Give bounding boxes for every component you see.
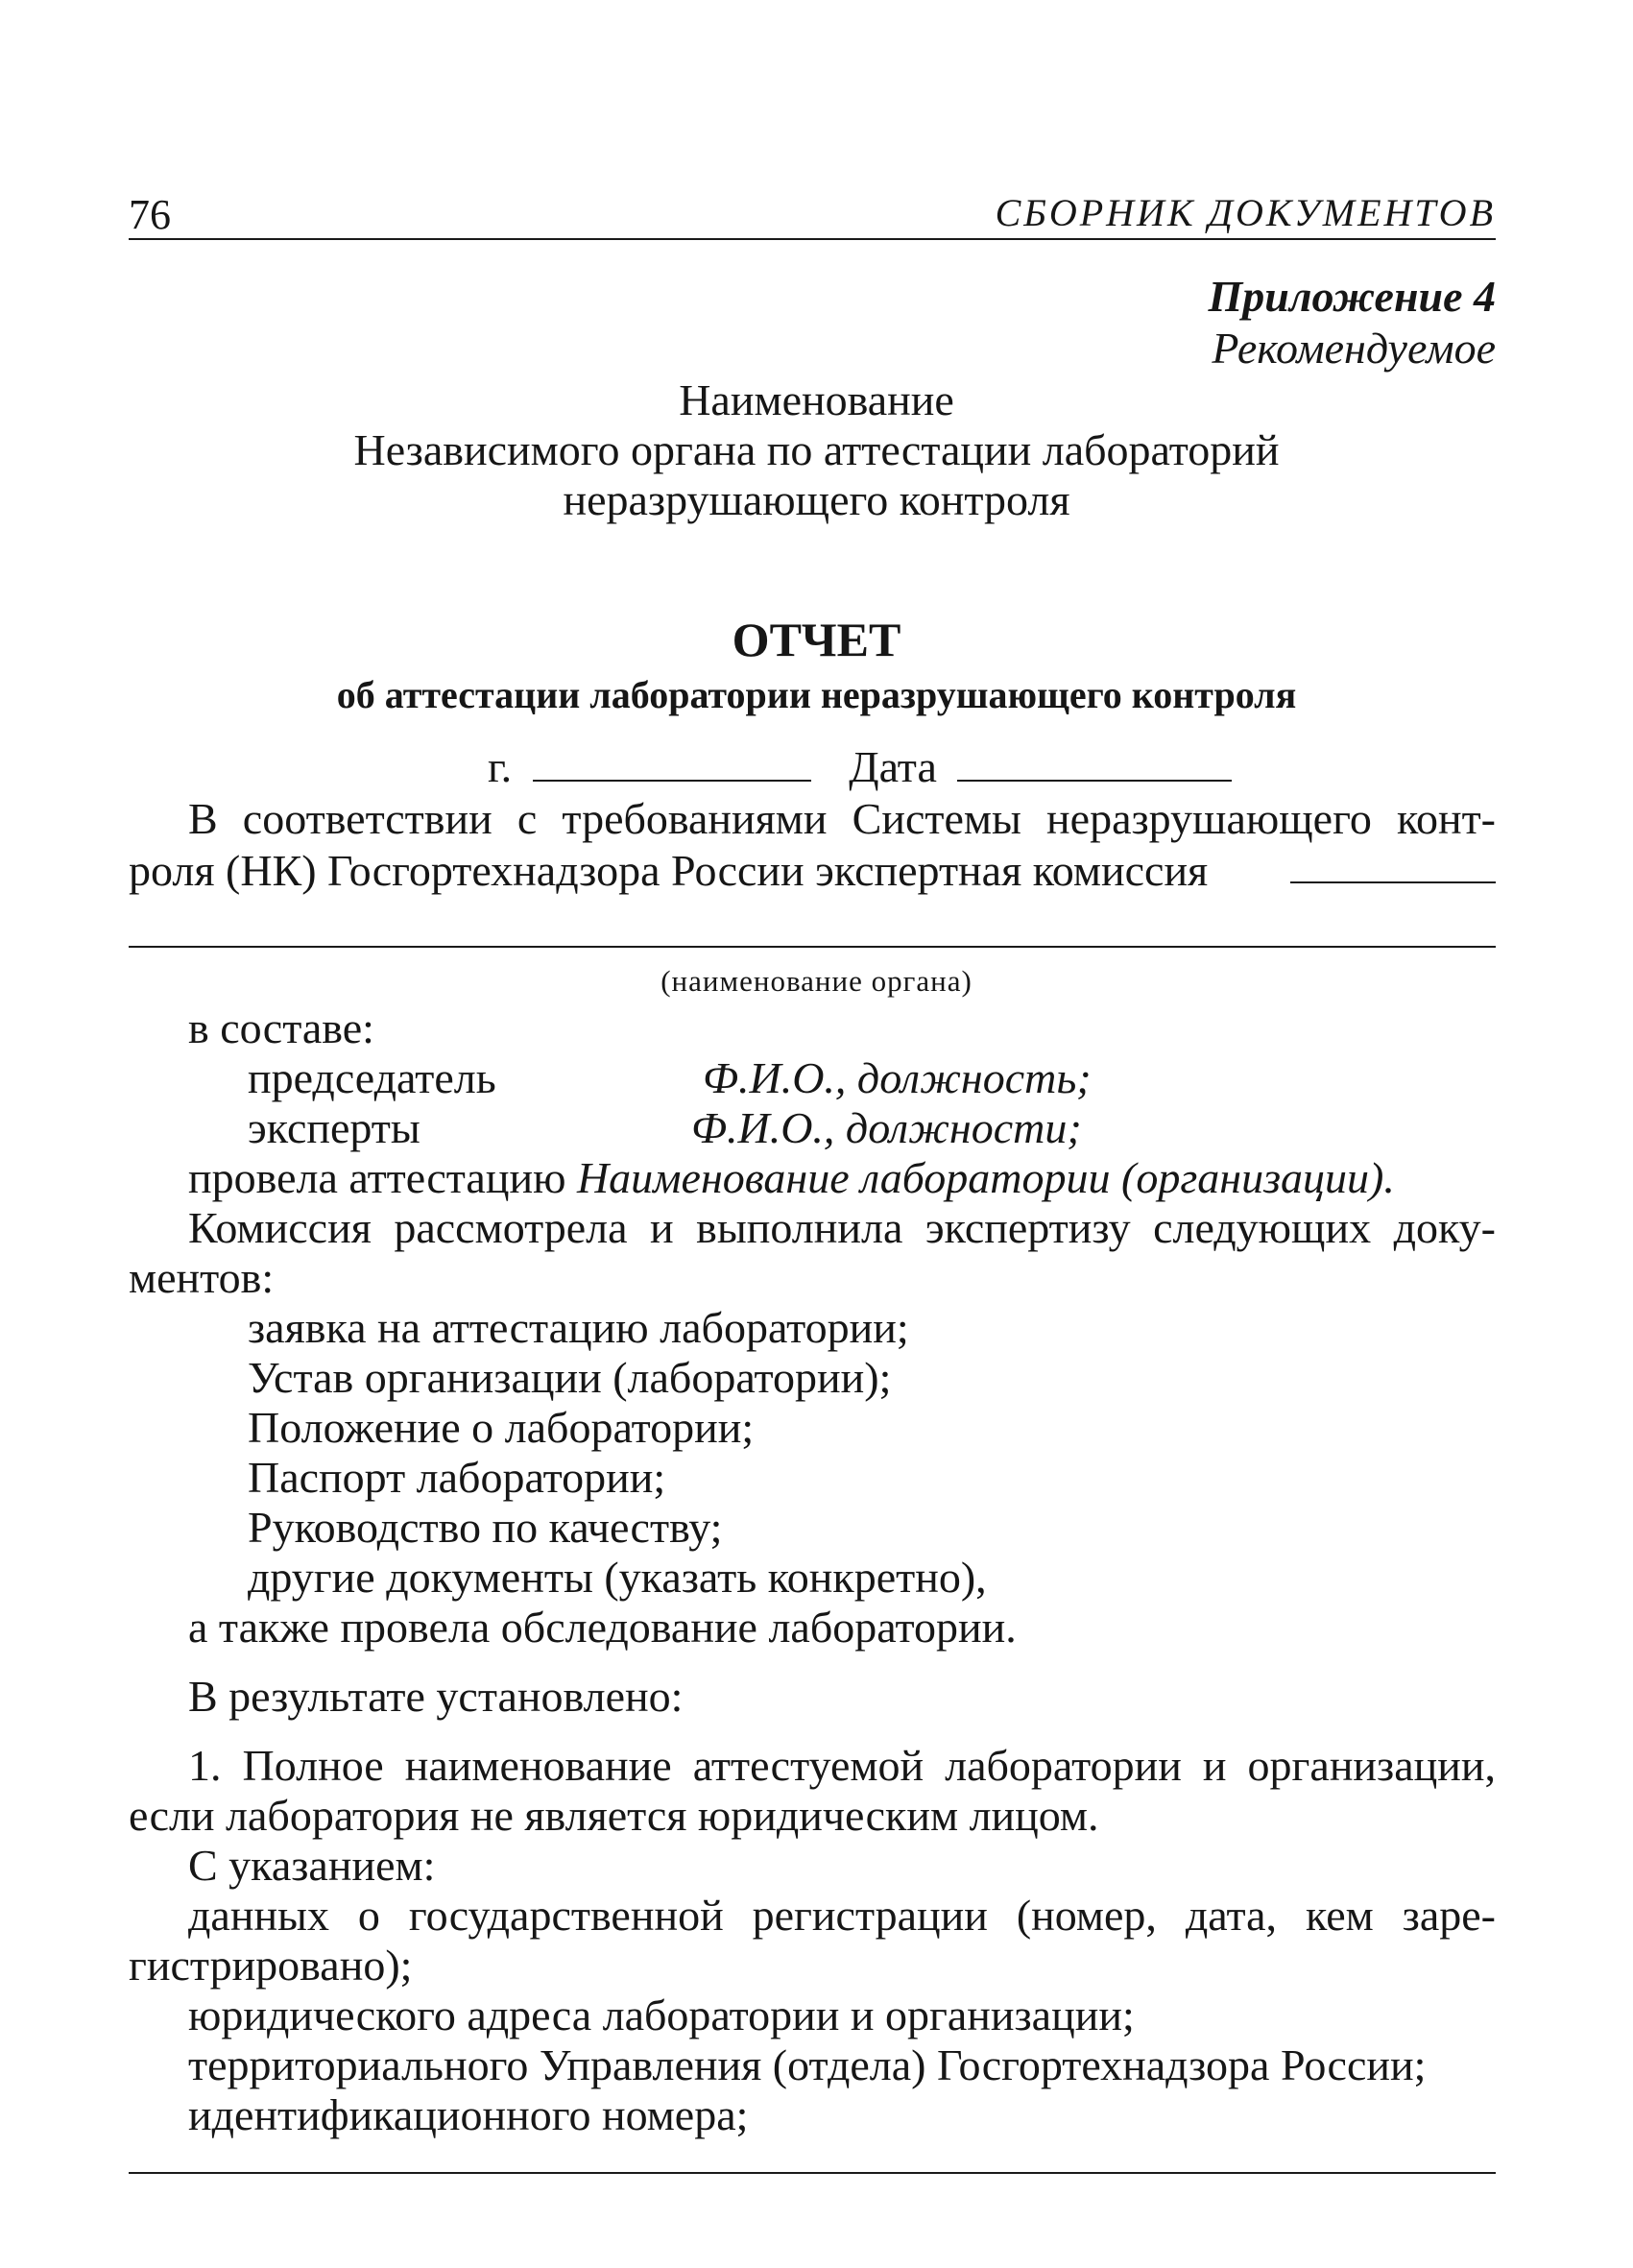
appendix-status: Рекомендуемое	[1212, 324, 1496, 373]
appendix-label: Приложение 4	[1208, 272, 1496, 321]
experts-role: эксперты	[248, 1103, 420, 1152]
report-subtitle: об аттестации лаборатории неразрушающего контроля	[336, 673, 1297, 716]
results-heading: В результате установлено:	[188, 1672, 684, 1721]
chairman-value: Ф.И.О., должность;	[703, 1053, 1092, 1102]
intro-line-2	[129, 846, 1496, 895]
date-label: Дата	[849, 742, 937, 791]
intro-line-1: В соответствии с требованиями Системы неразрушающего конт-	[188, 794, 1496, 843]
organization-heading-line-1: Наименование	[679, 375, 954, 424]
attestation-line	[188, 1153, 1395, 1202]
chairman-role: председатель	[248, 1053, 496, 1102]
organization-heading-line-2: Независимого органа по аттестации лабораторий	[353, 425, 1280, 474]
page-number: 76	[129, 191, 171, 238]
detail-item: идентификационного номера;	[188, 2090, 749, 2139]
running-title: СБОРНИК ДОКУМЕНТОВ	[995, 191, 1496, 234]
place-date-line	[488, 742, 1232, 791]
registration-line-2: гистрировано);	[129, 1941, 413, 1990]
document-item: Руководство по качеству;	[248, 1503, 723, 1552]
document-item: другие документы (указать конкретно),	[248, 1553, 987, 1602]
experts-value: Ф.И.О., должности;	[691, 1103, 1082, 1152]
result-item-1-line-1: 1. Полное наименование аттестуемой лаборатории и организации,	[188, 1741, 1496, 1790]
header-divider	[129, 238, 1496, 240]
footer-divider	[129, 2172, 1496, 2174]
detail-item: территориального Управления (отдела) Госгортехнадзора России;	[188, 2040, 1427, 2089]
date-blank	[957, 747, 1232, 782]
attestation-subject: Наименование лаборатории (организации).	[576, 1153, 1395, 1202]
result-item-1-line-2: если лаборатория не является юридическим лицом.	[129, 1791, 1099, 1840]
report-title: ОТЧЕТ	[732, 613, 901, 666]
organ-name-rule	[129, 946, 1496, 948]
document-item: заявка на аттестацию лаборатории;	[248, 1303, 909, 1352]
organ-name-caption: (наименование органа)	[660, 964, 973, 998]
review-closing: а также провела обследование лаборатории.	[188, 1603, 1017, 1652]
intro-line-2-text: роля (НК) Госгортехнадзора России экспертная комиссия	[129, 846, 1209, 895]
with-label: С указанием:	[188, 1841, 436, 1890]
commission-blank	[1290, 849, 1496, 883]
document-item: Положение о лаборатории;	[248, 1403, 755, 1452]
review-line-2: ментов:	[129, 1253, 275, 1302]
organization-heading-line-3: неразрушающего контроля	[563, 475, 1070, 524]
review-line-1: Комиссия рассмотрела и выполнила экспертизу следующих доку-	[188, 1203, 1496, 1252]
document-item: Устав организации (лаборатории);	[248, 1353, 892, 1402]
city-blank	[533, 747, 811, 782]
detail-item: юридического адреса лаборатории и организации;	[188, 1991, 1135, 2039]
document-item: Паспорт лаборатории;	[248, 1453, 666, 1502]
city-prefix: г.	[488, 742, 513, 791]
composition-label: в составе:	[188, 1003, 374, 1052]
attestation-prefix: провела аттестацию	[188, 1153, 566, 1202]
registration-line-1: данных о государственной регистрации (номер, дата, кем заре-	[188, 1891, 1496, 1940]
